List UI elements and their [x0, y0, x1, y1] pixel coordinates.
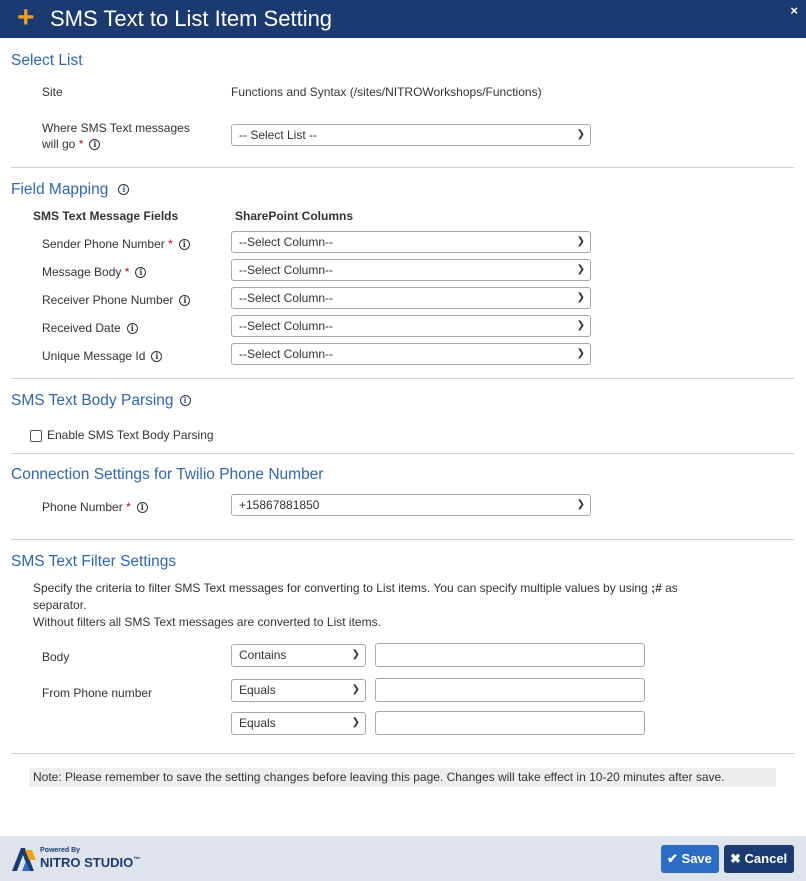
body-operator-select[interactable]: Contains ❯ — [231, 644, 366, 667]
close-icon[interactable]: × — [790, 3, 798, 18]
chevron-down-icon: ❯ — [576, 129, 585, 140]
chevron-down-icon: ❯ — [576, 264, 585, 275]
chevron-down-icon: ❯ — [576, 320, 585, 331]
message-body-select[interactable]: --Select Column-- ❯ — [231, 259, 591, 281]
list-select[interactable]: -- Select List -- ❯ — [231, 124, 591, 146]
select-list-heading: Select List — [11, 52, 83, 69]
chevron-down-icon: ❯ — [576, 499, 585, 510]
filter-description: Specify the criteria to filter SMS Text messages for converting to List items. You can specify multiple values by using ;# as separator. Without filters all SMS Text messages are converted to List items. — [33, 581, 678, 629]
plus-icon: + — [17, 1, 35, 34]
chevron-down-icon: ❯ — [351, 649, 360, 660]
info-icon[interactable]: i — [118, 184, 129, 195]
divider — [11, 378, 794, 379]
filter-settings-heading: SMS Text Filter Settings — [11, 553, 177, 570]
enable-parsing-label: Enable SMS Text Body Parsing — [47, 428, 214, 442]
cancel-button[interactable]: ✖ Cancel — [724, 845, 794, 873]
save-note: Note: Please remember to save the setting changes before leaving this page. Changes will take effect in 10-20 minutes after save. — [29, 768, 776, 787]
chevron-down-icon: ❯ — [576, 348, 585, 359]
nitro-logo-icon — [10, 846, 38, 872]
received-date-select[interactable]: --Select Column-- ❯ — [231, 315, 591, 337]
phone-number-select[interactable]: +15867881850 ❯ — [231, 494, 591, 516]
divider — [11, 167, 794, 168]
extra-operator-select[interactable]: Equals ❯ — [231, 712, 366, 735]
chevron-down-icon: ❯ — [576, 236, 585, 247]
connection-settings-heading: Connection Settings for Twilio Phone Number — [11, 466, 324, 483]
sender-phone-select[interactable]: --Select Column-- ❯ — [231, 231, 591, 253]
divider — [11, 753, 794, 754]
receiver-phone-label: Receiver Phone Number i — [42, 292, 190, 308]
unique-message-id-label: Unique Message Id i — [42, 348, 162, 364]
info-icon[interactable]: i — [89, 139, 100, 150]
save-button[interactable]: ✔ Save — [661, 845, 719, 873]
info-icon[interactable]: i — [135, 267, 146, 278]
check-icon: ✔ — [667, 851, 678, 866]
info-icon[interactable]: i — [137, 502, 148, 513]
from-phone-input[interactable] — [375, 678, 645, 702]
sharepoint-columns-header: SharePoint Columns — [235, 209, 354, 223]
chevron-down-icon: ❯ — [351, 684, 360, 695]
from-phone-label: From Phone number — [42, 686, 153, 700]
divider — [11, 539, 794, 540]
brand-text: NITRO STUDIO™ — [40, 855, 141, 870]
field-mapping-heading: Field Mapping i — [11, 181, 129, 199]
body-parsing-heading: SMS Text Body Parsing i — [11, 392, 191, 410]
chevron-down-icon: ❯ — [576, 292, 585, 303]
info-icon[interactable]: i — [180, 395, 191, 406]
info-icon[interactable]: i — [127, 323, 138, 334]
sms-fields-column-header: SMS Text Message Fields — [33, 209, 179, 223]
phone-number-label: Phone Number * i — [42, 499, 148, 515]
message-body-label: Message Body * i — [42, 264, 146, 280]
info-icon[interactable]: i — [151, 351, 162, 362]
body-filter-input[interactable] — [375, 643, 645, 667]
site-label: Site — [42, 85, 63, 99]
extra-filter-input[interactable] — [375, 711, 645, 735]
receiver-phone-select[interactable]: --Select Column-- ❯ — [231, 287, 591, 309]
powered-by-text: Powered By — [40, 847, 81, 854]
dialog-title-bar — [0, 0, 806, 38]
dialog-title: SMS Text to List Item Setting — [50, 6, 333, 31]
enable-parsing-checkbox[interactable] — [30, 430, 42, 442]
where-label: Where SMS Text messages will go * i — [42, 121, 190, 151]
unique-message-id-select[interactable]: --Select Column-- ❯ — [231, 343, 591, 365]
body-filter-label: Body — [42, 650, 70, 664]
received-date-label: Received Date i — [42, 320, 138, 336]
info-icon[interactable]: i — [179, 295, 190, 306]
chevron-down-icon: ❯ — [351, 717, 360, 728]
x-icon: ✖ — [730, 851, 741, 866]
info-icon[interactable]: i — [179, 239, 190, 250]
divider — [11, 453, 794, 454]
from-phone-operator-select[interactable]: Equals ❯ — [231, 679, 366, 702]
sender-phone-label: Sender Phone Number * i — [42, 236, 190, 252]
site-value: Functions and Syntax (/sites/NITROWorkshops/Functions) — [231, 85, 542, 99]
